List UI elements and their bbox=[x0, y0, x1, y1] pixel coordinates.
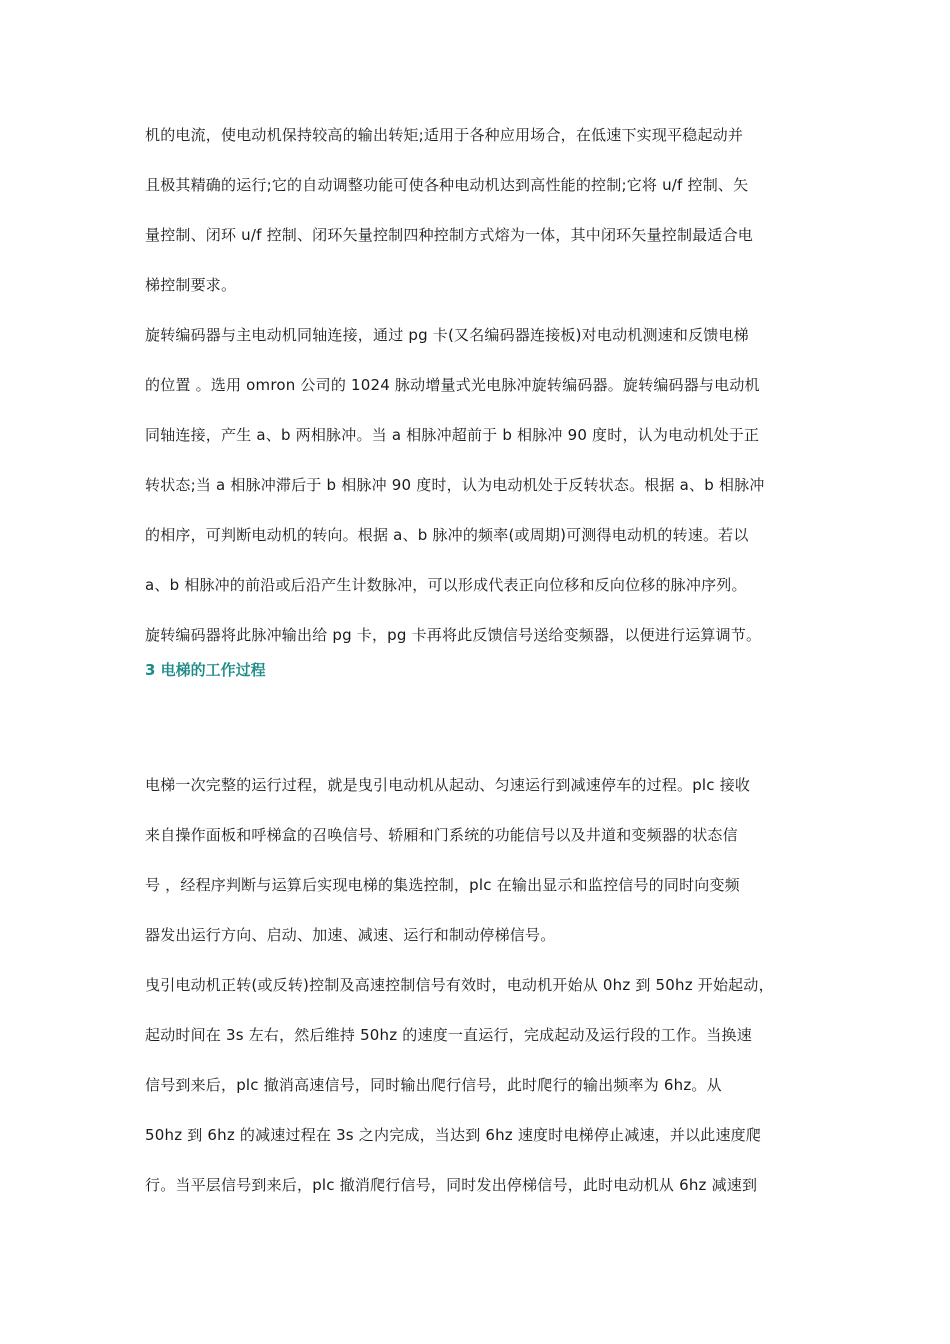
text-line: 梯控制要求。 bbox=[145, 276, 237, 294]
text-line: 的相序，可判断电动机的转向。根据 a、b 脉冲的频率(或周期)可测得电动机的转速。若以 bbox=[145, 526, 749, 544]
text-line: 行。当平层信号到来后，plc 撤消爬行信号，同时发出停梯信号，此时电动机从 6hz 减速到 bbox=[145, 1176, 758, 1194]
text-line: 机的电流，使电动机保持较高的输出转矩;适用于各种应用场合，在低速下实现平稳起动并 bbox=[145, 126, 744, 144]
document-body bbox=[145, 118, 815, 1218]
text-line: 电梯一次完整的运行过程，就是曳引电动机从起动、匀速运行到减速停车的过程。plc 接收 bbox=[145, 776, 751, 794]
paragraph-vector-control bbox=[145, 118, 815, 318]
paragraph-rotary-encoder bbox=[145, 318, 815, 668]
text-line: 曳引电动机正转(或反转)控制及高速控制信号有效时，电动机开始从 0hz 到 50hz 开始起动， bbox=[145, 976, 774, 994]
text-line: 来自操作面板和呼梯盒的召唤信号、轿厢和门系统的功能信号以及井道和变频器的状态信 bbox=[145, 826, 738, 844]
section-spacer bbox=[145, 702, 815, 768]
text-line: 同轴连接，产生 a、b 两相脉冲。当 a 相脉冲超前于 b 相脉冲 90 度时，认为电动机处于正 bbox=[145, 426, 760, 444]
text-line: 且极其精确的运行;它的自动调整功能可使各种电动机达到高性能的控制;它将 u/f 控制、矢 bbox=[145, 176, 749, 194]
text-line: 旋转编码器将此脉冲输出给 pg 卡，pg 卡再将此反馈信号送给变频器，以便进行运算调节。 bbox=[145, 626, 762, 644]
paragraph-elevator-process bbox=[145, 768, 815, 968]
text-line: a、b 相脉冲的前沿或后沿产生计数脉冲，可以形成代表正向位移和反向位移的脉冲序列。 bbox=[145, 576, 747, 594]
section-heading: 3 电梯的工作过程 bbox=[145, 661, 266, 679]
text-line: 转状态;当 a 相脉冲滞后于 b 相脉冲 90 度时，认为电动机处于反转状态。根据 a、b 相脉冲 bbox=[145, 476, 765, 494]
text-line: 量控制、闭环 u/f 控制、闭环矢量控制四种控制方式熔为一体，其中闭环矢量控制最适合电 bbox=[145, 226, 753, 244]
text-line: 的位置 。选用 omron 公司的 1024 脉动增量式光电脉冲旋转编码器。旋转编码器与电动机 bbox=[145, 376, 760, 394]
text-line: 起动时间在 3s 左右，然后维持 50hz 的速度一直运行，完成起动及运行段的工作。当换速 bbox=[145, 1026, 752, 1044]
text-line: 旋转编码器与主电动机同轴连接，通过 pg 卡(又名编码器连接板)对电动机测速和反馈电梯 bbox=[145, 326, 749, 344]
paragraph-traction-motor bbox=[145, 968, 815, 1218]
text-line: 信号到来后，plc 撤消高速信号，同时输出爬行信号，此时爬行的输出频率为 6hz。从 bbox=[145, 1076, 722, 1094]
text-line: 器发出运行方向、启动、加速、减速、运行和制动停梯信号。 bbox=[145, 926, 556, 944]
text-line: 号 ，经程序判断与运算后实现电梯的集选控制，plc 在输出显示和监控信号的同时向变频 bbox=[145, 876, 740, 894]
text-line: 50hz 到 6hz 的减速过程在 3s 之内完成，当达到 6hz 速度时电梯停止减速，并以此速度爬 bbox=[145, 1126, 762, 1144]
